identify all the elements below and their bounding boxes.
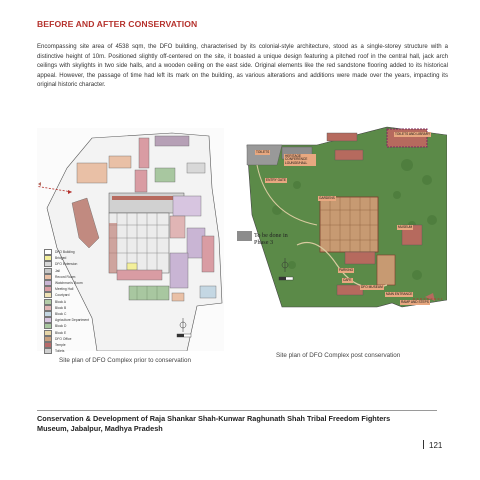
legend-label: Courtyard <box>55 293 70 298</box>
legend-label: DFO Building <box>55 250 75 255</box>
legend-item <box>44 348 100 354</box>
phase-3-swatch <box>237 231 252 241</box>
footer-divider <box>37 410 437 411</box>
body-paragraph: Encompassing site area of 4538 sqm, the DFO building, characterised by its colonial-style architecture, stood as a single-storey structure with a distinctive height of 10m. Positioned slightly off-centered on the site, it boasted a unique design featuring a pitched roof in the central hall, jack arch ceilings with skylights in two side halls, and a wooden ceiling on the east side. Original elements like the red sandstone flooring added to its historical appeal. However, the passage of time had left its mark on the building, as various alterations and additions were made over the years, impacting its original historic character. <box>37 44 448 89</box>
tag-conference: HERITAGE CONFERENCE LOUNGE/HALL <box>284 154 316 166</box>
page-number-text: 121 <box>429 441 443 450</box>
tag-parking: PARKING <box>339 267 354 272</box>
tag-gardens: GARDENS <box>319 195 335 200</box>
legend-label: Jail <box>55 268 60 273</box>
footer-title <box>37 414 390 434</box>
caption-before: Site plan of DFO Complex prior to conservation <box>59 357 191 364</box>
legend-label: Block E <box>55 330 67 335</box>
map-legend <box>44 249 100 354</box>
legend-swatch <box>44 311 52 317</box>
legend-swatch <box>44 299 52 305</box>
tag-toilets: TOILETS <box>256 149 270 154</box>
legend-label: Temple <box>55 342 66 347</box>
legend-swatch <box>44 268 52 274</box>
legend-label: Toilets <box>55 349 65 354</box>
caption-after: Site plan of DFO Complex post conservation <box>276 352 401 359</box>
legend-label: DFO Office <box>55 336 72 341</box>
legend-label: Record Room <box>55 274 76 279</box>
legend-label: Block D <box>55 324 67 329</box>
footer-title-line2: Museum, Jabalpur, Madhya Pradesh <box>37 424 163 433</box>
tag-dfo-museum: DFO MUSEUM <box>361 284 383 289</box>
legend-label: Block C <box>55 311 67 316</box>
phase-label-line2: Phase 3 <box>254 239 274 246</box>
legend-label: Watchman's Room <box>55 281 83 286</box>
legend-swatch <box>44 280 52 286</box>
legend-label: Meeting Hall <box>55 287 74 292</box>
legend-swatch <box>44 249 52 255</box>
legend-swatch <box>44 261 52 267</box>
legend-label: Agriculture Department <box>55 318 89 323</box>
page-number <box>423 440 442 450</box>
legend-label: Block B <box>55 305 67 310</box>
legend-label: DFO Extension <box>55 262 78 267</box>
footer-title-line1: Conservation & Development of Raja Shankar Shah-Kunwar Raghunath Shah Tribal Freedom Fighters <box>37 414 391 423</box>
legend-swatch <box>44 317 52 323</box>
legend-swatch <box>44 292 52 298</box>
legend-swatch <box>44 348 52 354</box>
legend-swatch <box>44 342 52 348</box>
legend-label: Bridged <box>55 256 67 261</box>
tag-cafe: CAFE <box>343 277 352 282</box>
tag-toilets-library: TOILETS AND LIBRARY <box>395 131 431 136</box>
legend-swatch <box>44 305 52 311</box>
legend-swatch <box>44 336 52 342</box>
legend-swatch <box>44 255 52 261</box>
phase-3-label <box>254 232 288 246</box>
legend-swatch <box>44 330 52 336</box>
tag-museum: MUSEUM <box>398 224 413 229</box>
legend-swatch <box>44 274 52 280</box>
legend-swatch <box>44 323 52 329</box>
phase-label-line1: To be done in <box>254 232 288 239</box>
tag-entry-gate: ENTRY GATE <box>266 177 287 182</box>
page-number-bar <box>423 440 424 449</box>
tag-main-entrance: MAIN ENTRANCE <box>386 291 413 296</box>
legend-swatch <box>44 286 52 292</box>
tag-ramp-steps: RAMP AND STEPS <box>401 299 429 304</box>
section-heading: BEFORE AND AFTER CONSERVATION <box>37 19 198 29</box>
legend-label: Block A <box>55 299 66 304</box>
